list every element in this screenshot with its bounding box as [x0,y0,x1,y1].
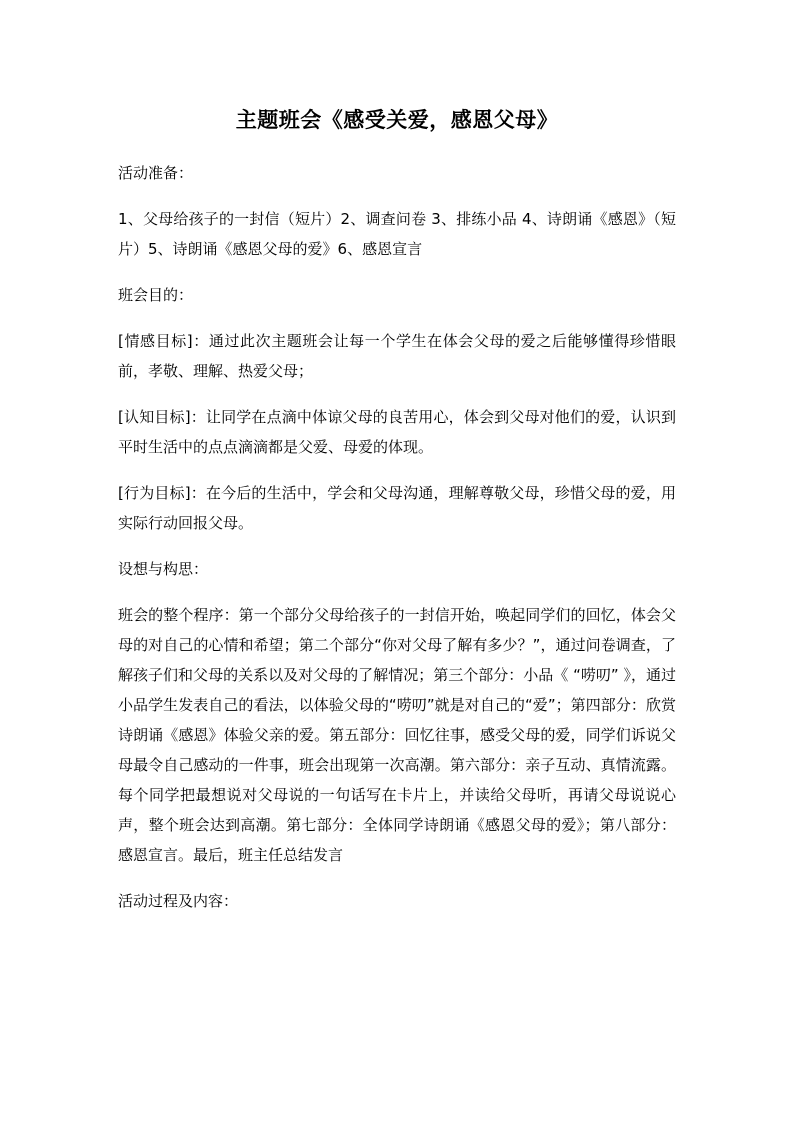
emotional-goal: [情感目标]：通过此次主题班会让每一个学生在体会父母的爱之后能够懂得珍惜眼前，孝敬、理解、热爱父母； [118,332,676,380]
document-title: 主题班会《感受关爱，感恩父母》 [235,107,559,132]
behavioral-goal: [行为目标]：在今后的生活中，学会和父母沟通，理解尊敬父母，珍惜父母的爱，用实际行动回报父母。 [118,484,676,532]
heading-design-concept: 设想与构思： [118,560,209,578]
heading-meeting-purpose: 班会目的： [118,286,194,304]
heading-activity-preparation: 活动准备： [118,164,194,182]
cognitive-goal: [认知目标]：让同学在点滴中体谅父母的良苦用心，体会到父母对他们的爱，认识到平时生活中的点点滴滴都是父爱、母爱的体现。 [118,408,676,456]
preparation-list: 1、父母给孩子的一封信（短片）2、调查问卷 3、排练小品 4、诗朗诵《感恩》（短片）5、诗朗诵《感恩父母的爱》6、感恩宣言 [118,210,676,258]
heading-activity-process: 活动过程及内容： [118,892,239,910]
program-description: 班会的整个程序：第一个部分父母给孩子的一封信开始，唤起同学们的回忆，体会父母的对自己的心情和希望；第二个部分“你对父母了解有多少？”，通过问卷调查，了解孩子们和父母的关系以及对父母的了解情况；第三个部分：小品《 “唠叨” 》，通过小品学生发表自己的看法，以体验父母的“唠叨”就是对自己的“爱”；第四部分：欣赏诗朗诵《感恩》体验父亲的爱。第五部分：回忆往事，感受父母的爱，同学们诉说父母最令自己感动的一件事，班会出现第一次高潮。第六部分：亲子互动、真情流露。每个同学把最想说对父母说的一句话写在卡片上，并读给父母听，再请父母说说心声，整个班会达到高潮。第七部分：全体同学诗朗诵《感恩父母的爱》；第八部分：感恩宣言。最后，班主任总结发言 [118,606,676,864]
